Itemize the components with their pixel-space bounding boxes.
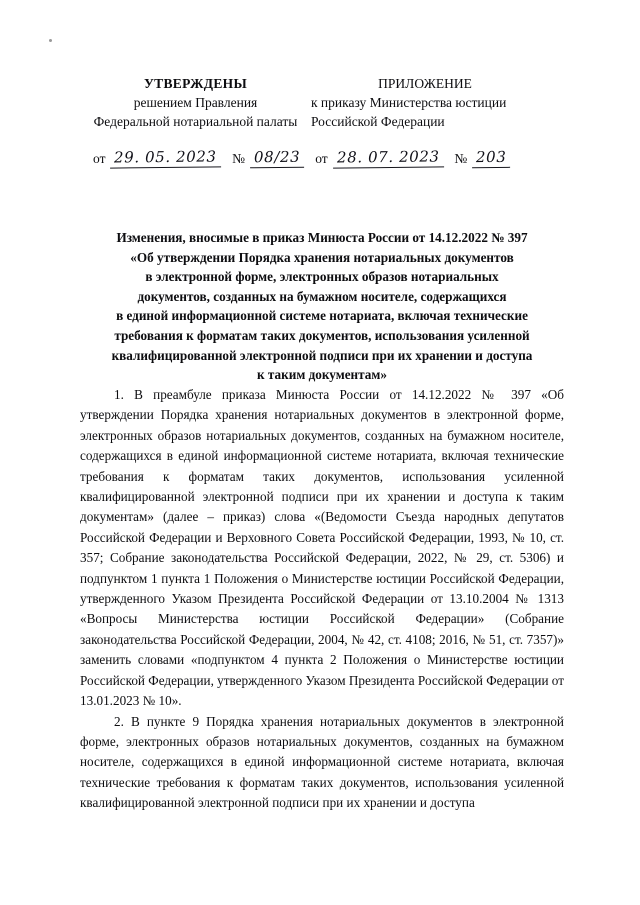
title-line-7: квалифицированной электронной подписи при их хранении и доступа — [111, 347, 533, 363]
approved-date-value: 29. 05. 2023 — [110, 147, 221, 168]
title-line-2: «Об утверждении Порядка хранения нотариальных документов — [130, 249, 514, 265]
document-body — [80, 385, 564, 814]
page-speck — [49, 39, 52, 42]
title-line-8: к таким документам» — [257, 367, 387, 383]
annex-title: ПРИЛОЖЕНИЕ — [378, 76, 472, 91]
approved-by-block — [88, 74, 303, 131]
title-line-3: в электронной форме, электронных образов нотариальных — [145, 269, 499, 285]
annex-date-label: от — [315, 151, 328, 166]
annex-block — [303, 74, 561, 131]
document-header — [0, 74, 640, 131]
annex-number-value: 203 — [472, 148, 511, 168]
signature-date-row — [0, 148, 640, 168]
approved-number-value: 08/23 — [250, 148, 304, 169]
document-title — [80, 228, 564, 385]
title-line-5: в единой информационной системе нотариата, включая технические — [116, 308, 528, 324]
approved-number-label: № — [232, 151, 245, 166]
body-paragraph: 1. В преамбуле приказа Минюста России от 14.12.2022 № 397 «Об утверждении Порядка хранения нотариальных документов в электронной форме, электронных образов нотариальных документов, созданных на бумажном носителе, содержащихся в единой информационной системе нотариата, включая технические требования к форматам таких документов, использования усиленной квалифицированной электронной подписи при их хранении и доступа к таким документам» (далее – приказ) слова «(Ведомости Съезда народных депутатов Российской Федерации и Верховного Совета Российской Федерации, 1993, № 10, ст. 357; Собрание законодательства Российской Федерации, 2022, № 29, ст. 5306) и подпунктом 1 пункта 1 Положения о Министерстве юстиции Российской Федерации, утвержденного Указом Президента Российской Федерации от 13.10.2004 № 1313 «Вопросы Министерства юстиции Российской Федерации» (Собрание законодательства Российской Федерации, 2004, № 42, ст. 4108; 2016, № 51, ст. 7357)» заменить словами «подпунктом 4 пункта 2 Положения о Министерстве юстиции Российской Федерации, утвержденного Указом Президента Российской Федерации от 13.01.2023 № 10». — [80, 387, 564, 709]
approved-date-label: от — [93, 151, 106, 166]
approved-title: УТВЕРЖДЕНЫ — [143, 76, 248, 91]
annex-date-value: 28. 07. 2023 — [333, 147, 444, 168]
approved-line-2: Федеральной нотариальной палаты — [93, 114, 298, 129]
title-line-6: требования к форматам таких документов, использования усиленной — [114, 327, 530, 343]
annex-number-label: № — [454, 151, 468, 166]
title-line-4: документов, созданных на бумажном носителе, содержащихся — [137, 288, 507, 304]
annex-line-2: Российской Федерации — [311, 114, 445, 129]
annex-line-1: к приказу Министерства юстиции — [311, 95, 507, 110]
approved-line-1: решением Правления — [133, 95, 258, 110]
body-paragraph: 2. В пункте 9 Порядка хранения нотариальных документов в электронной форме, электронных образов нотариальных документов, созданных на бумажном носителе, содержащихся в единой информационной системе нотариата, включая технические требования к форматам таких документов, использования усиленной квалифицированной электронной подписи при их хранении и доступа — [80, 713, 564, 811]
title-line-1: Изменения, вносимые в приказ Минюста России от 14.12.2022 № 397 — [116, 230, 528, 245]
